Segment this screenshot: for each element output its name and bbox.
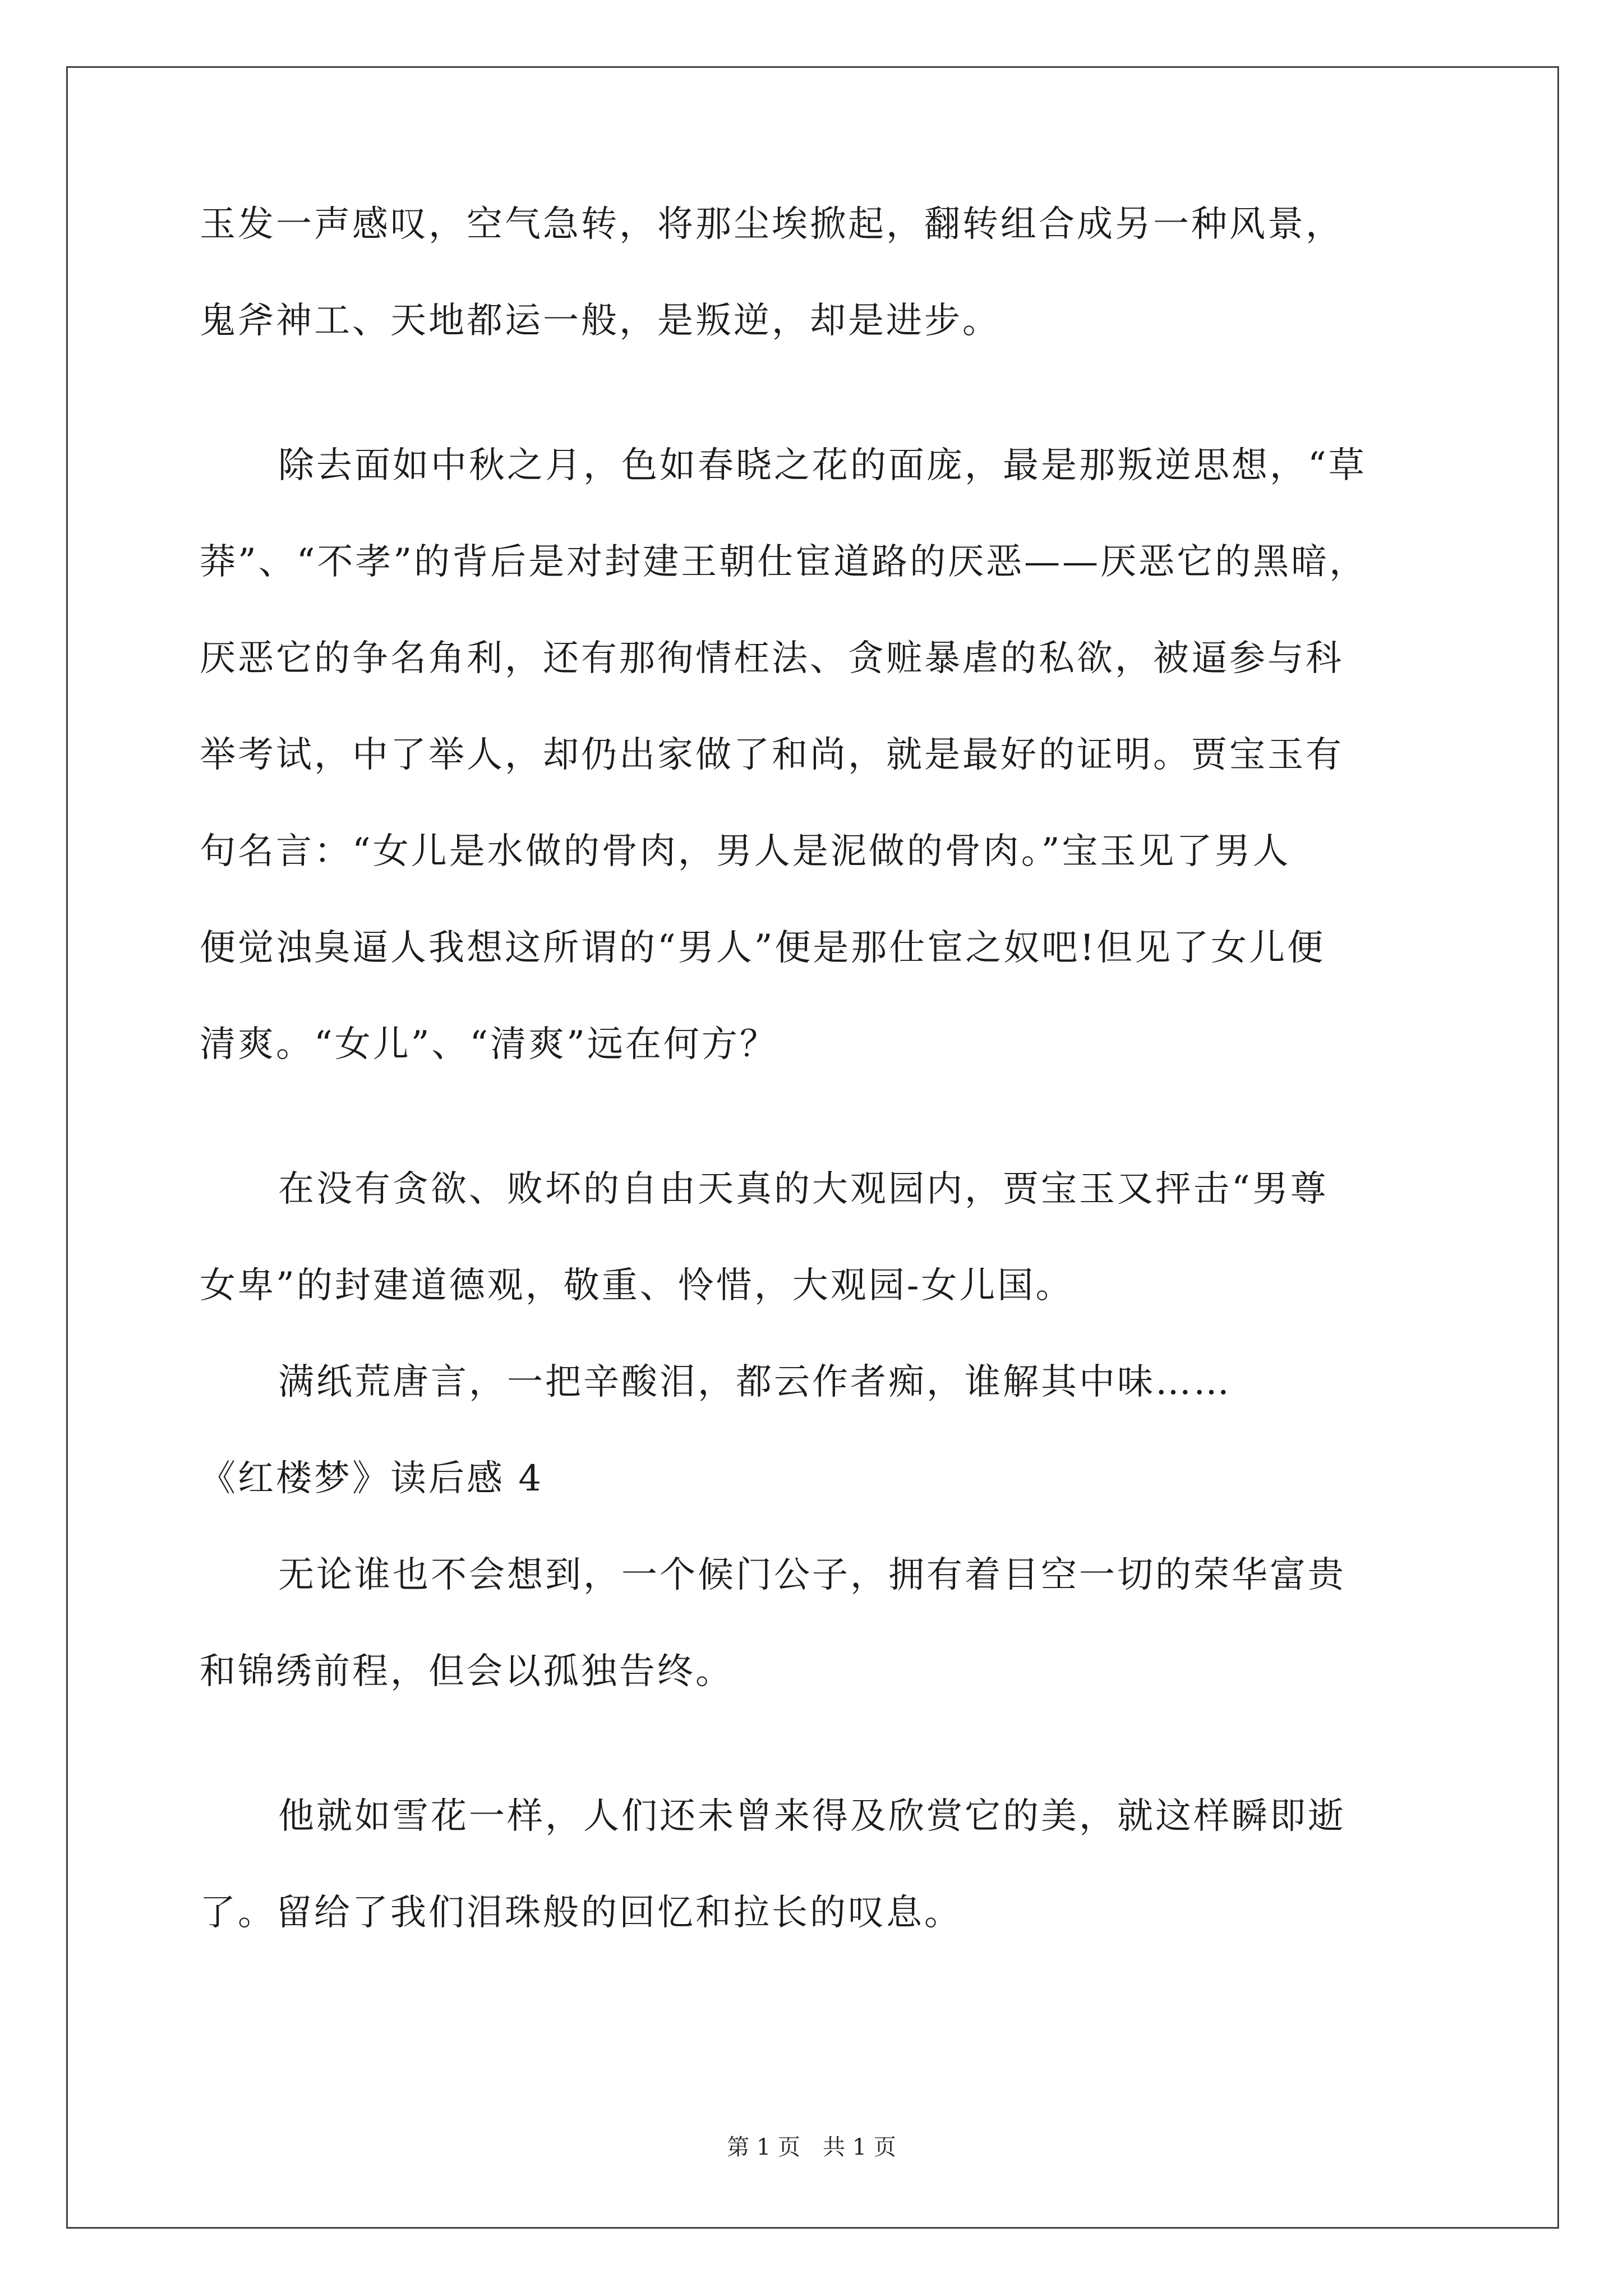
paragraph-start: 除去面如中秋之月，色如春晓之花的面庞，最是那叛逆思想，“草 [278, 445, 1367, 486]
text-line: 玉发一声感叹，空气急转，将那尘埃掀起，翻转组合成另一种风景， [200, 204, 1344, 245]
text-line: 清爽。“女儿”、“清爽”远在何方？ [200, 1024, 778, 1065]
text-line: 莽”、“不孝”的背后是对封建王朝仕宦道路的厌恶——厌恶它的黑暗， [200, 541, 1368, 583]
paragraph-start: 无论谁也不会想到，一个候门公子，拥有着目空一切的荣华富贵 [278, 1554, 1346, 1596]
text-line: 厌恶它的争名角利，还有那徇情枉法、贪赃暴虐的私欲，被逼参与科 [200, 638, 1344, 679]
text-line: 鬼斧神工、天地都运一般，是叛逆，却是进步。 [200, 300, 1000, 342]
text-line: 了。留给了我们泪珠般的回忆和拉长的叹息。 [200, 1892, 962, 1934]
text-line: 女卑”的封建道德观，敬重、怜惜，大观园-女儿国。 [200, 1265, 1074, 1306]
paragraph-start: 在没有贪欲、败坏的自由天真的大观园内，贾宝玉又抨击“男尊 [278, 1168, 1329, 1210]
paragraph-start: 满纸荒唐言，一把辛酸泪，都云作者痴，谁解其中味…… [278, 1361, 1232, 1403]
page-number-footer: 第 1 页 共 1 页 [727, 2134, 896, 2160]
text-line: 举考试，中了举人，却仍出家做了和尚，就是最好的证明。贾宝玉有 [200, 734, 1344, 776]
paragraph-start: 他就如雪花一样，人们还未曾来得及欣赏它的美，就这样瞬即逝 [278, 1796, 1346, 1837]
section-heading: 《红楼梦》读后感 4 [200, 1458, 544, 1499]
text-line: 和锦绣前程，但会以孤独告终。 [200, 1651, 734, 1692]
text-line: 便觉浊臭逼人我想这所谓的“男人”便是那仕宦之奴吧!但见了女儿便 [200, 927, 1326, 969]
text-line: 句名言：“女儿是水做的骨肉，男人是泥做的骨肉。”宝玉见了男人 [200, 831, 1291, 872]
